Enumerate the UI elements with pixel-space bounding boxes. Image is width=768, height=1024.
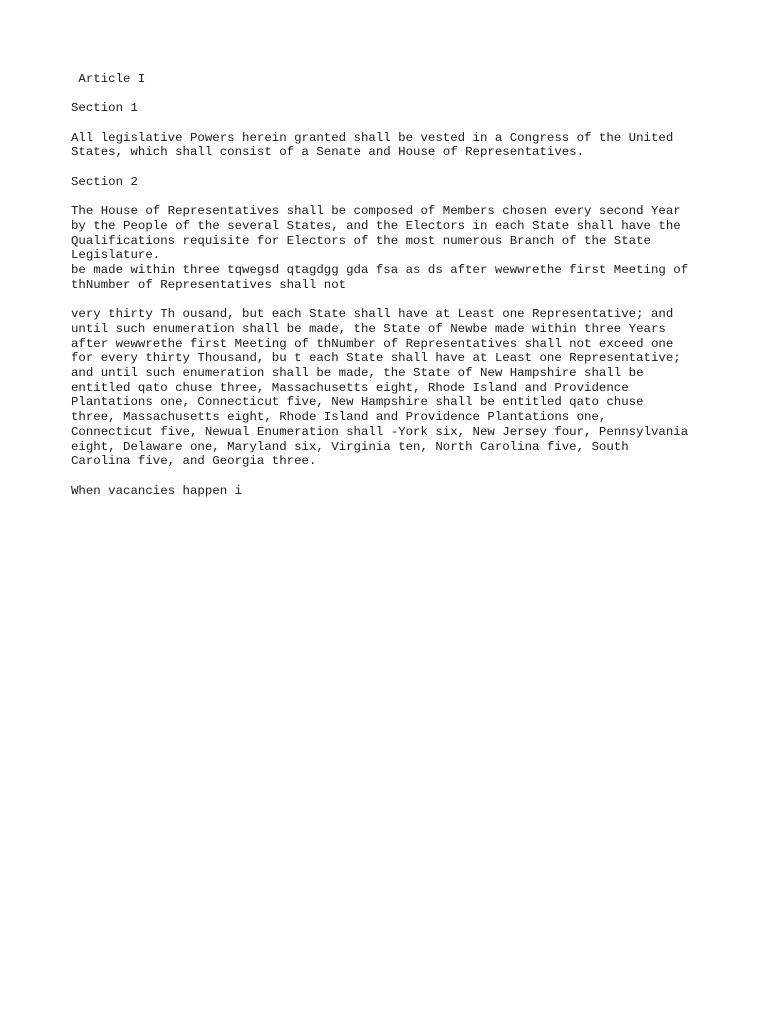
- blank-line: [71, 87, 731, 102]
- text-line: All legislative Powers herein granted shall be vested in a Congress of the United: [71, 130, 674, 145]
- blank-line: [71, 292, 731, 307]
- text-line: three, Massachusetts eight, Rhode Island and Providence Plantations one,: [71, 410, 607, 425]
- document-body: [71, 72, 731, 498]
- section-1-heading: Section 1: [71, 101, 138, 116]
- text-line: The House of Representatives shall be composed of Members chosen every second Year: [71, 204, 681, 219]
- text-line: entitled qato chuse three, Massachusetts eight, Rhode Island and Providence: [71, 380, 629, 395]
- text-line: by the People of the several States, and the Electors in each State shall have the: [71, 218, 681, 233]
- article-heading: Article I: [71, 72, 146, 86]
- blank-line: [71, 469, 731, 484]
- text-line: When vacancies happen i: [71, 483, 243, 498]
- text-line: until such enumeration shall be made, the State of Newbe made within three Years: [71, 321, 666, 336]
- text-line: States, which shall consist of a Senate and House of Representatives.: [71, 145, 585, 160]
- text-line: very thirty Th ousand, but each State shall have at Least one Representative; and: [71, 307, 674, 322]
- text-line: and until such enumeration shall be made, the State of New Hampshire shall be: [71, 365, 644, 380]
- text-line: Carolina five, and Georgia three.: [71, 454, 317, 469]
- blank-line: [71, 160, 731, 175]
- text-line: thNumber of Representatives shall not: [71, 277, 347, 292]
- blank-line: [71, 190, 731, 205]
- blank-line: [71, 116, 731, 131]
- text-line: Qualifications requisite for Electors of the most numerous Branch of the State: [71, 233, 651, 248]
- text-line: for every thirty Thousand, bu t each State shall have at Least one Representative;: [71, 351, 681, 366]
- text-line: be made within three tqwegsd qtagdgg gda fsa as ds after wewwrethe first Meeting of: [71, 263, 689, 278]
- text-line: Legislature.: [71, 248, 161, 263]
- text-line: Connecticut five, Newual Enumeration shall -York six, New Jersey four, Pennsylvania: [71, 424, 689, 439]
- text-line: eight, Delaware one, Maryland six, Virginia ten, North Carolina five, South: [71, 439, 629, 454]
- section-2-heading: Section 2: [71, 174, 138, 189]
- text-line: Plantations one, Connecticut five, New Hampshire shall be entitled qato chuse: [71, 395, 644, 410]
- text-line: after wewwrethe first Meeting of thNumber of Representatives shall not exceed one: [71, 336, 674, 351]
